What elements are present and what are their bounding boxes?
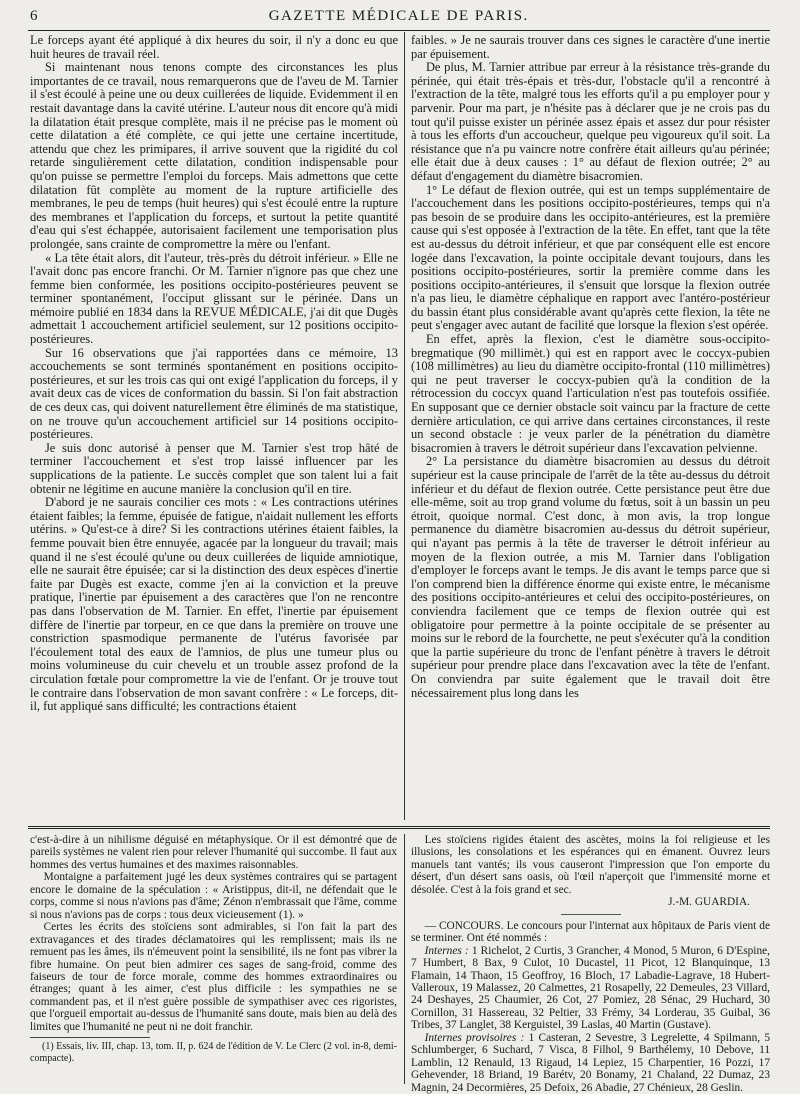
page-header: [30, 4, 770, 28]
provisoires-label: Internes provisoires :: [424, 1031, 525, 1044]
right-column: [411, 34, 770, 700]
paragraph: 1° Le défaut de flexion outrée, qui est un temps supplémentaire de l'accouchement dans les positions occipito-postérieures, temps qui n'a pas besoin de se produire dans les occipito-antérieures, est la première cause qui s'est opposée à l'extraction de la tête. En effet, tant que la tête est au-dessus du détroit inférieur, et que par conséquent elle est encore logée dans l'excavation, la pointe occipitale devant toujours, dans les positions occipito-postérieures, sortir la première comme dans les positions occipito-antérieures, il s'ensuit que lorsque la flexion outrée n'a pas lieu, le diamètre céphalique en rapport avec l'antéro-postérieur du bassin étant plus considérable avant qu'après cette flexion, la tête ne peut s'engager avec autant de facilité que lorsque la flexion s'est opérée.: [411, 182, 770, 333]
concours-text: Le concours pour l'internat aux hôpitaux de Paris vient de se terminer. Ont été nommés :: [411, 919, 771, 945]
journal-title: GAZETTE MÉDICALE DE PARIS.: [268, 7, 529, 24]
provisoires-list: 1 Casteran, 2 Sevestre, 3 Legrelette, 4 Spilmann, 5 Schlumberger, 6 Suchard, 7 Visca, 8 Filhol, 9 Barthélemy, 10 Debove, 11 Lamblin, 12 Renauld, 13 Rigaud, 14 Lepiez, 15 Charpentier, 16 Pozzi, 17 Gehevender, 18 Briand, 19 Barétv, 20 Bonamy, 21 Chaland, 22 Dumaz, 23 Magnin, 24 Decormières, 25 Defoix, 26 Abadie, 27 Chénieux, 28 Geslin.: [411, 1031, 771, 1094]
paragraph: Les stoïciens rigides étaient des ascètes, moins la foi religieuse et les illusions, les consolations et les espérances qui en émanent. Ouvrez leurs manuels tant vantés; ils vous causeront l'impression que l'on emporte du désert, d'un désert sans oasis, où l'œil n'aperçoit que l'immensité morne et désolée. C'est à la fois grand et sec.: [411, 834, 770, 896]
footnote-rule: [30, 1037, 150, 1038]
paragraph: Sur 16 observations que j'ai rapportées dans ce mémoire, 13 accouchements se sont terminés spontanément en positions occipito-postérieures, et sur les trois cas qui ont exigé l'application du forceps, il y avait deux cas de vices de conformation du bassin. Si l'on fait abstraction de ces deux cas, qui doivent naturellement être éliminés de ma statistique, on ne trouve qu'un accouchement artificiel sur 14 positions occipito-postérieures.: [30, 345, 398, 442]
footnote: (1) Essais, liv. III, chap. 13, tom. II, p. 624 de l'édition de V. Le Clerc (2 vol. in-8, demi-compacte).: [30, 1041, 397, 1064]
paragraph: faibles. » Je ne saurais trouver dans ces signes le caractère d'une inertie par épuisement.: [411, 33, 770, 61]
concours-heading: — CONCOURS.: [424, 919, 504, 932]
feuilleton-rule: [28, 826, 770, 829]
page-number: 6: [30, 7, 38, 24]
feuilleton-column-divider: [404, 834, 405, 1084]
paragraph: Certes les écrits des stoïciens sont admirables, si l'on fait la part des extravagances et des tirades déclamatoires qui les remplissent; mais ils ne remuent pas les âmes, ils n'émeuvent point la sensibilité, ils ne font pas vibrer la fibre humaine. On peut bien admirer ces sages de sang-froid, comme des faiseurs de tour de force morale, comme des hommes extraordinaires ou étranges; quant à les aimer, c'est plus difficile : les sympathies ne se commandent pas, et il n'est guère possible de sympathiser avec ces rigoristes, que l'orgueil emportait au-dessus de l'humanité sans doute, mais bien au delà des limites que l'humanité ne peut ni ne doit franchir.: [30, 921, 397, 1033]
paragraph: D'abord je ne saurais concilier ces mots : « Les contractions utérines étaient faibles; la femme, épuisée de fatigue, n'aidait nullement les efforts utérins. » Qu'est-ce à dire? Si les contractions utérines étaient faibles, la femme pouvait bien être ennuyée, agacée par la longueur du travail; mais quand il ne s'est écoulé qu'une ou deux cuillerées de liquide amniotique, elle ne saurait être épuisée; car si la distinction des deux espèces d'inertie faite par Dugès est exacte, comme j'en ai la conviction et la preuve pratique, l'inertie par épuisement a des caractères que l'on ne rencontre pas dans l'observation de M. Tarnier. En effet, l'inertie par épuisement diffère de l'inertie par torpeur, en ce que dans la première on trouve une constriction spasmodique permanente de l'utérus favorisée par l'écoulement total des eaux de l'amnios, de plus une tumeur plus ou moins volumineuse du cuir chevelu et un trouble assez profond de la circulation fœtale pour compromettre la vie de l'enfant. Or je trouve tout le contraire dans l'observation de mon savant confrère : « Le forceps, dit-il, fut appliqué sans difficulté; les contractions étaient: [30, 495, 398, 714]
paragraph: Le forceps ayant été appliqué à dix heures du soir, il n'y a donc eu que huit heures de travail réel.: [30, 33, 398, 61]
paragraph: De plus, M. Tarnier attribue par erreur à la résistance très-grande du périnée, qui était très-épais et très-dur, l'obstacle qu'il a rencontré à l'extraction de la tête, malgré tous les efforts qu'il a pu employer pour y parvenir. Pour ma part, je n'hésite pas à déclarer que je ne crois pas du tout qu'il puisse exister un périnée assez épais et assez dur pour résister à tous les efforts d'un accoucheur, quelque peu vigoureux qu'il soit. La résistance que n'a pu vaincre notre confrère était ailleurs qu'au périnée; elle était due à deux causes : 1° au défaut de flexion outrée; 2° au défaut d'engagement du diamètre bisacromien.: [411, 60, 770, 183]
feuilleton-left-column: [30, 834, 397, 1064]
left-column: [30, 34, 398, 714]
paragraph: Montaigne a parfaitement jugé les deux systèmes contraires qui se partagent encore le domaine de la spéculation : « Aristippus, dit-il, ne défendait que le corps, comme si nous n'avions pas d'âme; Zénon n'embrassait que l'âme, comme si nous n'avions pas de corps : tous deux vicieusement (1). »: [30, 871, 397, 921]
feuilleton-right-column: [411, 834, 770, 1094]
paragraph: Si maintenant nous tenons compte des circonstances les plus importantes de ce travail, nous remarquerons que de l'aveu de M. Tarnier il s'est écoulé à peine une ou deux cuillerées de liquide. Evidemment il en restait davantage dans la cavité utérine. L'auteur nous dit encore qu'à midi la dilatation était presque complète, mais il ne précise pas le moment où cette dilatation a été complète, ce qui jette une certaine incertitude, attendu que chez les primipares, il arrive souvent que la rigidité du col retarde singulièrement cette dilatation, condition indispensable pour qu'on puisse se permettre l'emploi du forceps. Mais admettons que cette dilatation fût complète au moment de la rupture artificielle des membranes, le peu de temps (huit heures) qui s'est écoulé entre la rupture des membranes et l'application du forceps, et surtout la petite quantité d'eau qui s'est échappée, autorisaient facilement une temporisation plus prolongée, sans crainte de compromettre la mère ou l'enfant.: [30, 60, 398, 251]
author-signature: J.-M. GUARDIA.: [668, 896, 750, 909]
provisoires-paragraph: [411, 1032, 770, 1094]
concours-paragraph: [411, 920, 770, 945]
section-separator: [561, 914, 621, 915]
internes-label: Internes :: [424, 944, 469, 957]
paragraph: c'est-à-dire à un nihilisme déguisé en métaphysique. Or il est démontré que de pareils systèmes ne valent rien pour relever l'humanité qui succombe. Il faut aux hommes des vertus humaines et des maximes raisonnables.: [30, 834, 397, 871]
paragraph: 2° La persistance du diamètre bisacromien au dessus du détroit supérieur est la cause principale de l'arrêt de la tête au-dessus du détroit inférieur et du défaut de flexion outrée. Cette persistance peut être due elle-même, soit au trop grand volume du fœtus, soit à un bassin un peu étroit, quoique normal. C'est donc, à mon avis, la trop longue permanence du diamètre bisacromien au-dessus du détroit supérieur, qui n'ayant pas permis à la tête de traverser le détroit inférieur au moyen de la flexion outrée, a mis M. Tarnier dans l'obligation d'employer le forceps avant le temps. Je dis avant le temps parce que si l'on comprend bien la différence énorme qui existe entre, le mécanisme des positions occipito-antérieures et celui des occipito-postérieures, on conviendra facilement que ce temps de flexion outrée qui est obligatoire pour permettre à la pointe occipitale de se présenter au moins sur le rebord de la fourchette, ne peut s'exécuter qu'à la condition que la partie supérieure du tronc de l'enfant pénètre à travers le détroit supérieur pour prendre place dans l'excavation avec la tête de l'enfant. On conviendra par suite également que le travail doit être nécessairement plus long dans les: [411, 454, 770, 700]
internes-list: 1 Richelot, 2 Curtis, 3 Grancher, 4 Monod, 5 Muron, 6 D'Espine, 7 Humbert, 8 Bax, 9 Culot, 10 Ducastel, 11 Picot, 12 Blanquinque, 13 Flamain, 14 Thaon, 15 Geoffroy, 16 Bloch, 17 Labadie-Lagrave, 18 Hubert-Valleroux, 19 Malassez, 20 Calmettes, 21 Rosapelly, 22 Demeules, 23 Villard, 24 Deshayes, 25 Chaumier, 26 Cot, 27 Pomiez, 28 Sénac, 29 Huchard, 30 Cornillon, 31 Hassereau, 32 Peltier, 33 Frémy, 34 Lorderau, 35 Guibal, 36 Tribes, 37 Langlet, 38 Kerguistel, 39 Laslas, 40 Martin (Gustave).: [411, 944, 770, 1032]
column-divider: [404, 32, 405, 820]
paragraph: En effet, après la flexion, c'est le diamètre sous-occipito-bregmatique (90 millimèt.) qui est en rapport avec le coccyx-pubien (108 millimètres) au lieu du diamètre occipito-frontal (110 millimètres) qui ne peut traverser le coccyx-pubien qu'à la condition de la rétrocession du coccyx quand l'articulation n'est pas toutefois ossifiée. En supposant que ce dernier obstacle soit vaincu par la fracture de cette dernière articulation, ce qui arrive dans certaines circonstances, il reste un second obstacle : je veux parler de la pénétration du diamètre bisacromien à travers le détroit supérieur dans l'excavation pelvienne.: [411, 332, 770, 455]
paragraph: Je suis donc autorisé à penser que M. Tarnier s'est trop hâté de terminer l'accouchement et s'est trop laissé influencer par les supplications de la patiente. Le succès complet que son talent lui a fait obtenir ne légitime en aucune manière la conclusion qu'il en tire.: [30, 440, 398, 496]
paragraph: « La tête était alors, dit l'auteur, très-près du détroit inférieur. » Elle ne l'avait donc pas encore franchi. Or M. Tarnier n'ignore pas que chez une femme bien conformée, les positions occipito-postérieures peuvent se terminer spontanément, l'occiput glissant sur le périnée. Dans un mémoire publié en 1834 dans la REVUE MÉDICALE, j'ai dit que Dugès admettait 1 accouchement artificiel seulement, sur 12 positions occipito-postérieures.: [30, 250, 398, 347]
internes-paragraph: [411, 945, 770, 1032]
header-rule: [28, 30, 770, 31]
